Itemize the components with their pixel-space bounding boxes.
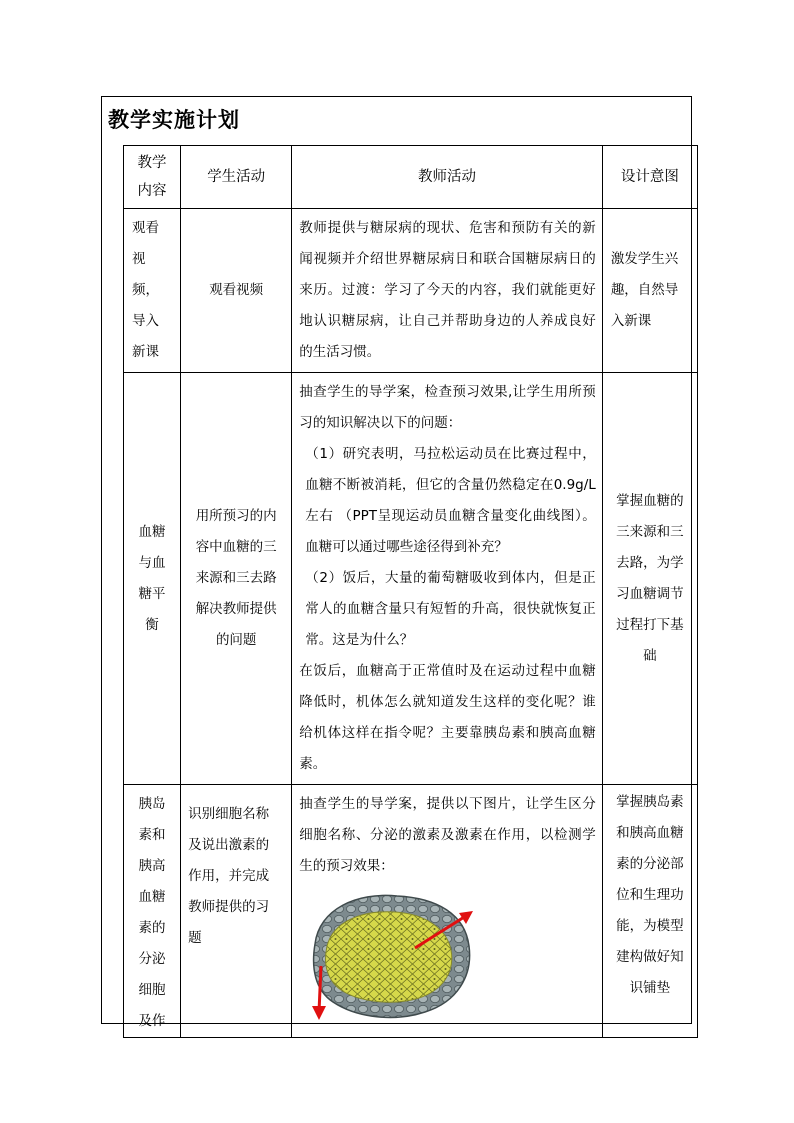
arrow-down-head [312, 1006, 326, 1020]
row3-teacher-text: 抽查学生的导学案，提供以下图片，让学生区分细胞名称、分泌的激素及激素在作用，以检测学生的预习效果： [299, 796, 596, 874]
table-row [124, 785, 698, 1038]
row3-student: 识别细胞名称 及说出激素的 作用，并完成 教师提供的习 题 [181, 785, 292, 1038]
row1-teacher-text: 教师提供与糖尿病的现状、危害和预防有关的新闻视频并介绍世界糖尿病日和联合国糖尿病日的来历。过渡：学习了今天的内容，我们就能更好地认识糖尿病，让自己并帮助身边的人养成良好的生活习惯。 [299, 220, 596, 360]
row1-teacher [292, 209, 603, 373]
header-student-activity: 学生活动 [181, 146, 292, 209]
row1-intent: 激发学生兴 趣，自然导 入新课 [602, 209, 697, 373]
teaching-plan-table [123, 145, 698, 1038]
row2-intent: 掌握血糖的 三来源和三 去路，为学 习血糖调节 过程打下基 础 [602, 373, 697, 785]
header-design-intent: 设计意图 [602, 146, 697, 209]
row3-content: 胰岛 素和 胰高 血糖 素的 分泌 细胞 及作 [124, 785, 181, 1038]
document-title: 教学实施计划 [108, 107, 240, 132]
row2-teacher-p3: （2）饭后，大量的葡萄糖吸收到体内，但是正常人的血糖含量只有短暂的升高，很快就恢复正常。这是为什么？ [305, 570, 596, 648]
row3-intent: 掌握胰岛素 和胰高血糖 素的分泌部 位和生理功 能，为模型 建构做好知 识铺垫 [602, 785, 697, 1038]
header-teacher-activity: 教师活动 [292, 146, 603, 209]
arrow-down [319, 966, 321, 1012]
row2-content: 血糖 与血 糖平 衡 [124, 373, 181, 785]
row2-teacher-p1: 抽查学生的导学案，检查预习效果,让学生用所预习的知识解决以下的问题： [299, 384, 596, 431]
row2-teacher-p4: 在饭后，血糖高于正常值时及在运动过程中血糖降低时，机体怎么就知道发生这样的变化呢？谁给机体这样在指令呢？主要靠胰岛素和胰高血糖素。 [299, 663, 596, 772]
row3-teacher [292, 785, 603, 1038]
islet-image [297, 884, 497, 1034]
islet-region [326, 912, 452, 1002]
row2-teacher [292, 373, 603, 785]
row1-student: 观看视频 [181, 209, 292, 373]
row2-teacher-p2: （1）研究表明，马拉松运动员在比赛过程中，血糖不断被消耗，但它的含量仍然稳定在0.9g/L左右 （PPT呈现运动员血糖含量变化曲线图）。血糖可以通过哪些途径得到补充？ [305, 446, 596, 555]
header-content: 教学 内容 [124, 146, 181, 209]
row1-content: 观看 视 频， 导入 新课 [124, 209, 181, 373]
table-header-row [124, 146, 698, 209]
row2-student: 用所预习的内 容中血糖的三 来源和三去路 解决教师提供 的问题 [181, 373, 292, 785]
table-row [124, 209, 698, 373]
pancreatic-islet-illustration [297, 884, 497, 1034]
table-row [124, 373, 698, 785]
